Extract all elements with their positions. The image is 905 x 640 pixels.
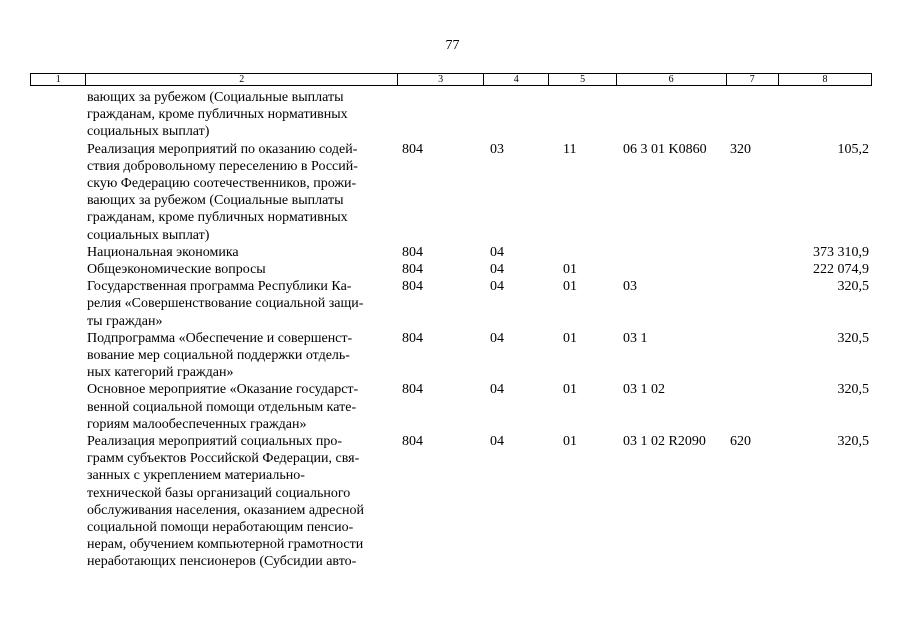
name-line: гражданам, кроме публичных нормативных [87, 107, 348, 123]
cell-c5: 01 [563, 262, 577, 278]
cell-c8: 373 310,9 [813, 244, 869, 260]
name-line: нерам, обучением компьютерной грамотности [87, 537, 364, 553]
cell-c6 [617, 89, 727, 141]
name-line: вающих за рубежом (Социальные выплаты [87, 193, 344, 209]
page-number: 77 [445, 38, 460, 53]
cell-c6 [617, 261, 727, 278]
header-col-6: 6 [617, 74, 727, 85]
name-line: Реализация мероприятий по оказанию содей- [87, 141, 358, 157]
cell-c7 [727, 89, 779, 141]
cell-name [85, 261, 399, 278]
cell-c7 [727, 261, 779, 278]
cell-c6 [617, 244, 727, 261]
cell-col-1 [30, 278, 85, 330]
cell-name [85, 381, 399, 433]
cell-c8 [779, 89, 872, 141]
header-col-5: 5 [549, 74, 616, 85]
header-col-4: 4 [484, 74, 549, 85]
cell-c4 [485, 89, 550, 141]
cell-c3: 804 [402, 141, 423, 157]
table-row [30, 278, 872, 330]
cell-c5: 01 [563, 434, 577, 450]
cell-c8: 320,5 [837, 279, 869, 295]
header-col-1: 1 [31, 74, 86, 85]
cell-c8: 320,5 [837, 382, 869, 398]
cell-name [85, 89, 399, 141]
header-col-3: 3 [398, 74, 484, 85]
name-line: релия «Совершенствование социальной защи- [87, 296, 364, 312]
cell-c6: 03 1 02 R2090 [623, 434, 706, 450]
cell-c3 [399, 89, 485, 141]
table-row [30, 89, 872, 141]
name-line: ных категорий граждан» [87, 365, 234, 381]
cell-c3: 804 [402, 244, 423, 260]
name-line: Основное мероприятие «Оказание государст- [87, 382, 359, 398]
cell-name [85, 141, 399, 244]
cell-c7 [727, 244, 779, 261]
cell-c4: 04 [490, 434, 504, 450]
cell-c7 [727, 330, 779, 382]
cell-c5: 01 [563, 330, 577, 346]
cell-c7: 620 [730, 434, 751, 450]
cell-c5: 01 [563, 382, 577, 398]
cell-col-1 [30, 381, 85, 433]
cell-name [85, 433, 399, 571]
cell-col-1 [30, 89, 85, 141]
cell-c6: 03 1 [623, 330, 648, 346]
cell-c4: 04 [490, 330, 504, 346]
cell-c8: 320,5 [837, 330, 869, 346]
name-line: вающих за рубежом (Социальные выплаты [87, 90, 344, 105]
cell-c3: 804 [402, 434, 423, 450]
name-line: вование мер социальной поддержки отдель- [87, 348, 350, 364]
cell-c4: 04 [490, 279, 504, 295]
table-row [30, 330, 872, 382]
cell-c4: 04 [490, 244, 504, 260]
cell-c6: 06 3 01 K0860 [623, 141, 707, 157]
cell-c4: 04 [490, 382, 504, 398]
cell-c8: 320,5 [837, 434, 869, 450]
name-line: обслуживания населения, оказанием адресной [87, 502, 364, 518]
name-line: социальных выплат) [87, 227, 210, 243]
cell-c7 [727, 278, 779, 330]
cell-c3: 804 [402, 330, 423, 346]
name-line: Государственная программа Республики Ка- [87, 279, 352, 295]
cell-col-1 [30, 261, 85, 278]
cell-c4: 04 [490, 262, 504, 278]
cell-c6: 03 1 02 [623, 382, 665, 398]
cell-name [85, 278, 399, 330]
name-line: венной социальной помощи отдельным кате- [87, 399, 357, 415]
cell-c8: 222 074,9 [813, 262, 869, 278]
name-line: социальной помощи неработающим пенсио- [87, 520, 354, 536]
table-row [30, 261, 872, 278]
name-line: ствия добровольному переселению в Россий- [87, 158, 358, 174]
table-row [30, 141, 872, 244]
table-body [30, 89, 872, 571]
name-line: Реализация мероприятий социальных про- [87, 434, 343, 450]
table-row [30, 381, 872, 433]
name-line: занных с укреплением материально- [87, 468, 305, 484]
cell-c5 [550, 89, 617, 141]
header-col-2: 2 [86, 74, 398, 85]
name-line: грамм субъектов Российской Федерации, свя- [87, 451, 360, 467]
cell-col-1 [30, 433, 85, 571]
name-line: Национальная экономика [87, 244, 239, 260]
name-line: ты граждан» [87, 313, 163, 329]
cell-name [85, 244, 399, 261]
cell-c8: 105,2 [837, 141, 869, 157]
name-line: скую Федерацию соотечественников, прожи- [87, 176, 357, 192]
name-line: Общеэкономические вопросы [87, 262, 266, 278]
cell-c3: 804 [402, 279, 423, 295]
name-line: гориям малообеспеченных граждан» [87, 416, 307, 432]
name-line: социальных выплат) [87, 124, 210, 140]
name-line: технической базы организаций социального [87, 485, 351, 501]
name-line: неработающих пенсионеров (Субсидии авто- [87, 554, 357, 570]
name-line: гражданам, кроме публичных нормативных [87, 210, 348, 226]
cell-c5: 11 [563, 141, 577, 157]
cell-c7 [727, 381, 779, 433]
cell-c7: 320 [730, 141, 751, 157]
table-row [30, 244, 872, 261]
cell-name [85, 330, 399, 382]
header-col-8: 8 [822, 74, 828, 85]
table-header [30, 73, 872, 86]
header-col-7: 7 [727, 74, 779, 85]
cell-c3: 804 [402, 262, 423, 278]
cell-c5 [550, 244, 617, 261]
cell-c4: 03 [490, 141, 504, 157]
table-row [30, 433, 872, 571]
name-line: Подпрограмма «Обеспечение и совершенст- [87, 330, 353, 346]
cell-c3: 804 [402, 382, 423, 398]
cell-col-1 [30, 330, 85, 382]
cell-col-1 [30, 141, 85, 244]
cell-col-1 [30, 244, 85, 261]
cell-c6: 03 [623, 279, 637, 295]
cell-c5: 01 [563, 279, 577, 295]
